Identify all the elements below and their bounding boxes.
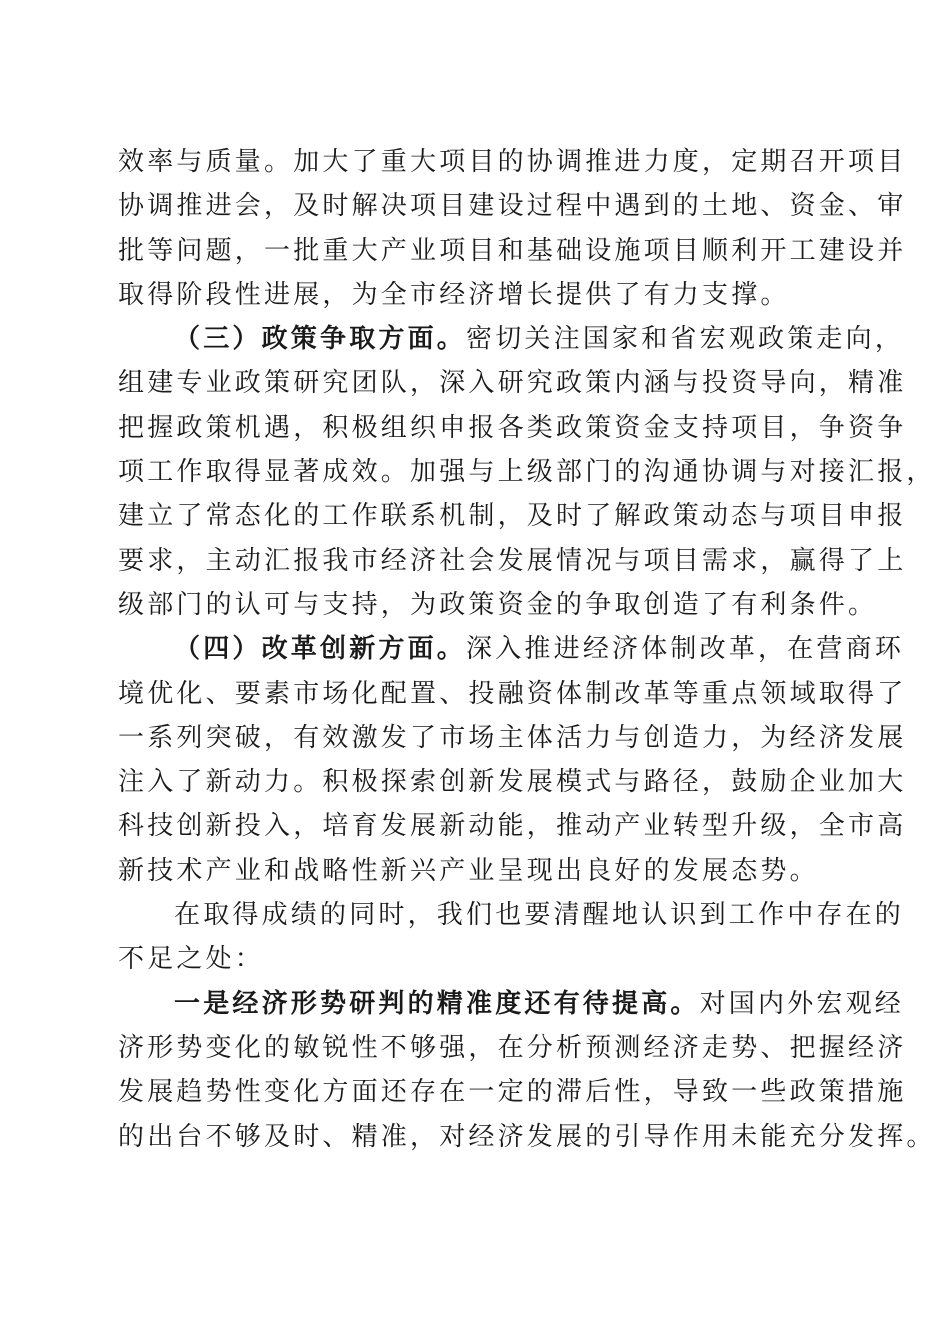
- paragraph-shortcomings-intro: [118, 893, 905, 982]
- text-line: 效率与质量。加大了重大项目的协调推进力度，定期召开项目: [118, 147, 907, 177]
- text-line: 济形势变化的敏锐性不够强，在分析预测经济走势、把握经济: [118, 1032, 907, 1063]
- text-line: 批等问题，一批重大产业项目和基础设施项目顺利开工建设并: [118, 235, 907, 266]
- section-heading-reform: （四）改革创新方面。: [174, 634, 467, 665]
- text-line: 取得阶段性进展，为全市经济增长提供了有力支撑。: [118, 279, 790, 310]
- text-line: 把握政策机遇，积极组织申报各类政策资金支持项目，争资争: [118, 412, 907, 443]
- text-span: 对国内外宏观经: [699, 988, 905, 1019]
- paragraph-project-coordination: [118, 140, 907, 317]
- text-line: [118, 982, 905, 1026]
- paragraph-policy: [118, 317, 936, 627]
- text-line: 级部门的认可与支持，为政策资金的争取创造了有利条件。: [118, 589, 878, 620]
- text-line: 项工作取得显著成效。加强与上级部门的沟通协调与对接汇报，: [118, 457, 936, 488]
- text-span: 深入推进经济体制改革，在营商环: [466, 634, 905, 665]
- text-line: 注入了新动力。积极探索创新发展模式与路径，鼓励企业加大: [118, 767, 907, 798]
- paragraph-shortcoming-one: [118, 982, 936, 1159]
- text-line: 不足之处：: [118, 944, 265, 975]
- text-line: 一系列突破，有效激发了市场主体活力与创造力，为经济发展: [118, 722, 907, 753]
- text-line: [118, 627, 905, 671]
- text-line: 的出台不够及时、精准，对经济发展的引导作用未能充分发挥。: [118, 1121, 936, 1152]
- text-line: 建立了常态化的工作联系机制，及时了解政策动态与项目申报: [118, 501, 907, 532]
- text-span: 密切关注国家和省宏观政策走向，: [466, 324, 905, 355]
- text-line: 境优化、要素市场化配置、投融资体制改革等重点领域取得了: [118, 678, 907, 709]
- paragraph-reform: [118, 627, 907, 893]
- text-line: 协调推进会，及时解决项目建设过程中遇到的土地、资金、审: [118, 191, 907, 222]
- text-line: 新技术产业和战略性新兴产业呈现出良好的发展态势。: [118, 855, 819, 886]
- text-line: 组建专业政策研究团队，深入研究政策内涵与投资导向，精准: [118, 368, 907, 399]
- text-line: 要求，主动汇报我市经济社会发展情况与项目需求，赢得了上: [118, 545, 907, 576]
- text-line: 在取得成绩的同时，我们也要清醒地认识到工作中存在的: [174, 900, 905, 931]
- text-line: 科技创新投入，培育发展新动能，推动产业转型升级，全市高: [118, 811, 907, 842]
- document-body: [118, 140, 936, 1159]
- section-heading-policy: （三）政策争取方面。: [174, 324, 467, 355]
- text-line: [118, 317, 905, 361]
- section-heading-shortcoming-one: 一是经济形势研判的精准度还有待提高。: [174, 988, 700, 1019]
- text-line: 发展趋势性变化方面还存在一定的滞后性，导致一些政策措施: [118, 1077, 907, 1108]
